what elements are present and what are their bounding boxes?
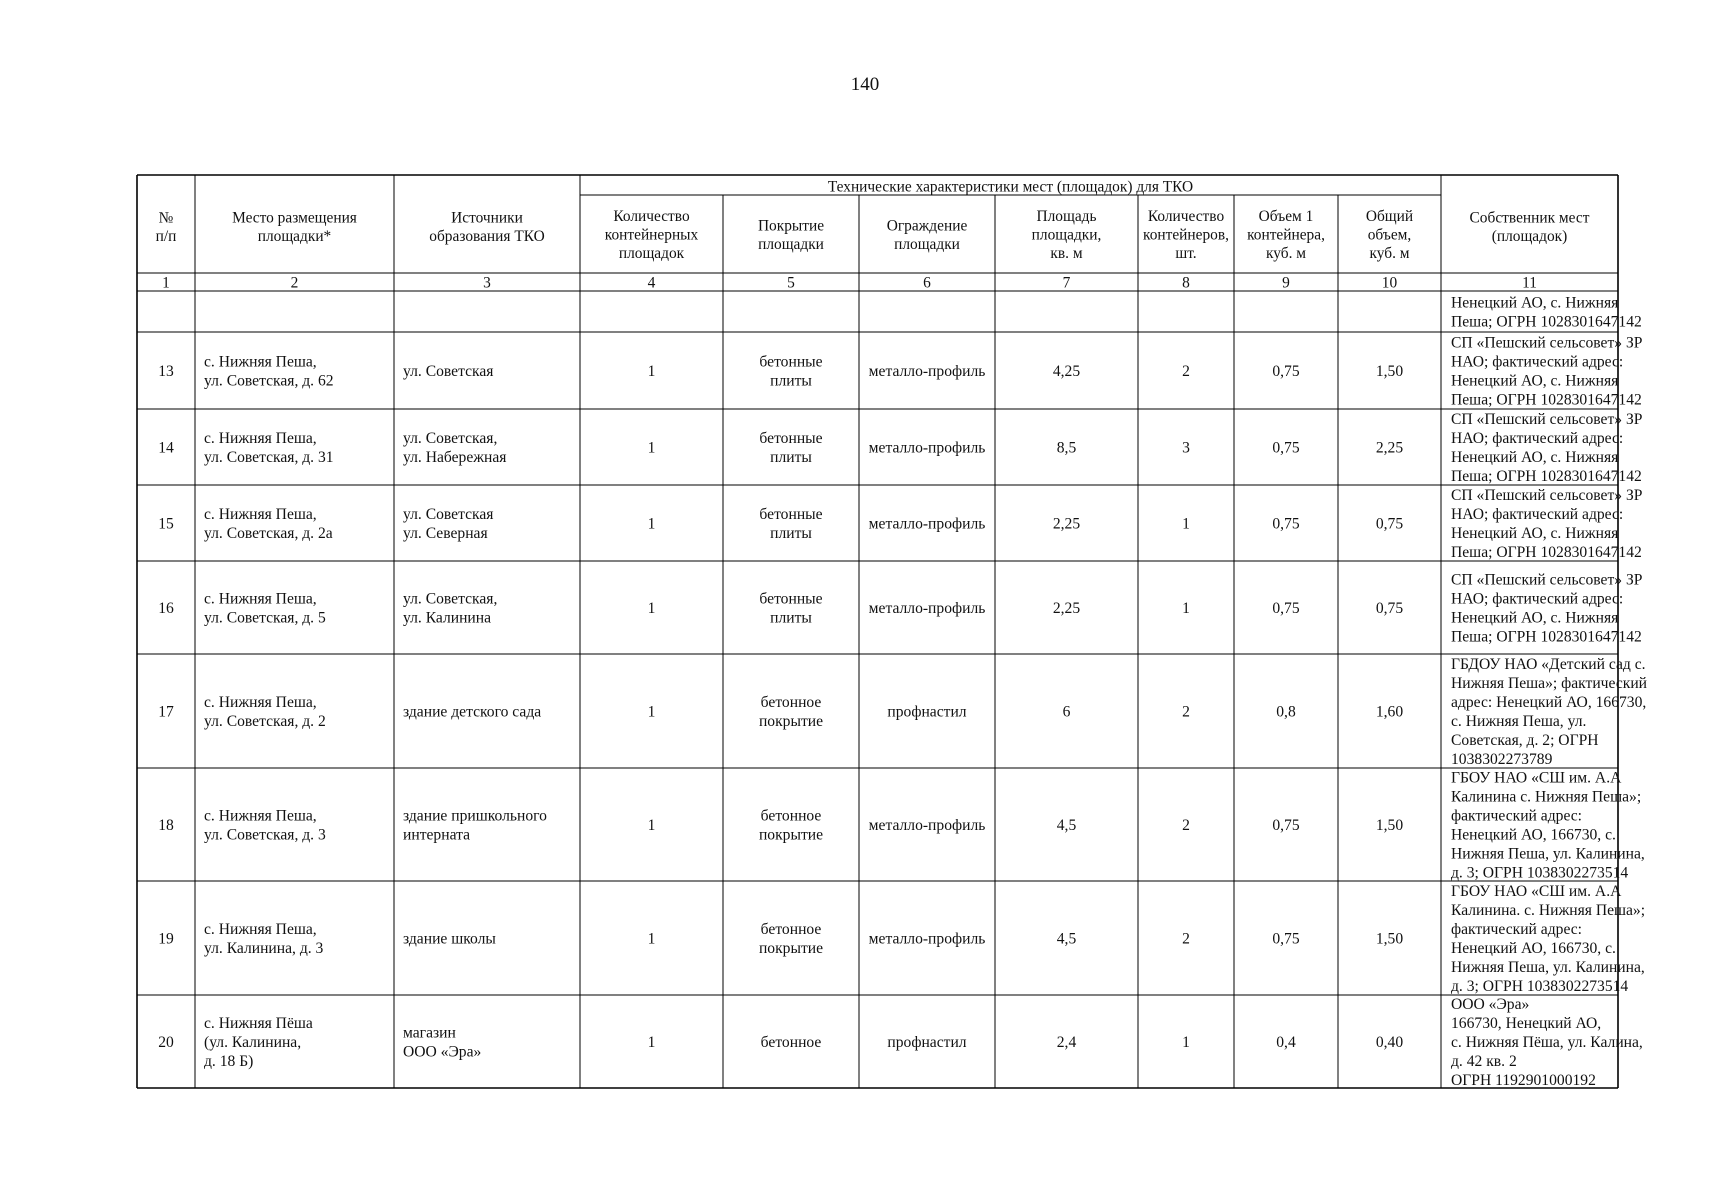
cell-text-line: бетонное <box>760 921 822 938</box>
column-header-7-line: кв. м <box>1050 245 1083 262</box>
cell-text-line: плиты <box>770 449 812 466</box>
column-header-11-line: Собственник мест <box>1469 209 1590 227</box>
cell-text-line: ул. Советская, д. 5 <box>204 609 326 627</box>
table-cell <box>158 817 174 834</box>
cell-text-line: 1 <box>647 930 656 948</box>
table-cell <box>759 921 823 957</box>
cell-text-line: 1 <box>1182 1034 1190 1051</box>
table-cell <box>1376 931 1403 948</box>
table-cell <box>1376 704 1403 721</box>
page-number: 140 <box>850 74 880 95</box>
column-number-4: 4 <box>647 274 656 292</box>
table-cell <box>1182 600 1190 617</box>
column-header-10-line: куб. м <box>1369 245 1410 262</box>
table-cell <box>648 516 656 533</box>
cell-text-line: Ненецкий АО, с. Нижняя <box>1451 525 1619 542</box>
table-cell <box>1057 440 1077 457</box>
column-header-10 <box>1366 208 1413 262</box>
column-number-9: 9 <box>1282 274 1290 292</box>
table-cell <box>1376 817 1403 834</box>
table-cell <box>158 931 174 948</box>
cell-text-line: плиты <box>770 525 812 542</box>
cell-text-line: с. Нижняя Пеша, <box>204 506 317 523</box>
table-row <box>1451 295 1642 331</box>
table-cell <box>1451 335 1643 409</box>
cell-text-line: ул. Советская, д. 2а <box>204 525 333 542</box>
cell-text-line: 166730, Ненецкий АО, <box>1451 1015 1602 1032</box>
cell-text-line: НАО; фактический адрес: <box>1451 506 1624 523</box>
table-cell <box>1063 704 1071 721</box>
data-table <box>137 175 1648 1096</box>
table-cell <box>759 808 823 844</box>
cell-text-line: 0,75 <box>1272 439 1300 457</box>
table-cell <box>1182 704 1190 721</box>
table-cell <box>1272 817 1299 834</box>
cell-text-line: 1 <box>647 363 656 380</box>
cell-text-line: 19 <box>158 930 174 948</box>
column-number-3: 3 <box>483 274 491 292</box>
table-cell <box>1451 572 1643 646</box>
cell-text-line: с. Нижняя Пеша, <box>204 921 317 938</box>
cell-text-line: Пеша; ОГРН 1028301647142 <box>1451 628 1642 646</box>
cell-text-line: 14 <box>158 439 174 457</box>
table-cell <box>204 354 334 390</box>
cell-text-line: интерната <box>403 826 471 844</box>
cell-text-line: 17 <box>158 703 174 721</box>
group-header-title <box>828 179 1193 196</box>
table-cell <box>1053 363 1080 380</box>
table-cell <box>403 931 496 948</box>
cell-text-line: 0,75 <box>1375 515 1404 533</box>
table-cell <box>1182 931 1190 948</box>
column-header-7-line: Площадь <box>1036 208 1097 225</box>
cell-text-line: Пеша; ОГРН 1028301647142 <box>1451 313 1642 331</box>
cell-text-line: ул. Советская, д. 62 <box>204 372 334 390</box>
table-cell <box>869 363 986 380</box>
column-header-8-line: шт. <box>1175 245 1197 262</box>
cell-text-line: 1 <box>647 439 656 457</box>
table-cell <box>1182 516 1190 533</box>
cell-text-line: д. 42 кв. 2 <box>1451 1053 1517 1070</box>
table-cell <box>759 354 822 390</box>
column-header-10-line: Общий <box>1365 208 1414 225</box>
table-cell <box>1451 295 1642 331</box>
cell-text-line: 15 <box>158 515 174 533</box>
table-cell <box>761 1034 822 1051</box>
table-row <box>158 656 1647 768</box>
column-header-9 <box>1247 208 1325 262</box>
cell-text-line: бетонные <box>759 430 823 447</box>
column-header-1 <box>156 209 177 245</box>
cell-text-line: 13 <box>158 363 174 380</box>
cell-text-line: бетонное <box>760 1034 822 1051</box>
table-cell <box>1182 363 1190 380</box>
cell-text-line: 0,75 <box>1272 515 1300 533</box>
table-cell <box>648 440 656 457</box>
column-number-1: 1 <box>162 274 170 292</box>
cell-text-line: (ул. Калинина, <box>204 1034 302 1051</box>
table-row <box>158 411 1643 485</box>
cell-text-line: ООО «Эра» <box>403 1043 482 1061</box>
table-cell <box>1276 704 1296 721</box>
cell-text-line: 0,75 <box>1272 363 1300 380</box>
column-header-4-line: Количество <box>613 208 690 225</box>
table-cell <box>1272 600 1299 617</box>
cell-text-line: Пеша; ОГРН 1028301647142 <box>1451 468 1642 485</box>
table-cell <box>158 1034 174 1051</box>
table-cell <box>1272 440 1299 457</box>
table-cell <box>1376 1034 1403 1051</box>
cell-text-line: ул. Набережная <box>403 449 507 466</box>
cell-text-line: Ненецкий АО, с. Нижняя <box>1451 294 1619 312</box>
cell-text-line: 8,5 <box>1056 439 1077 457</box>
table-cell <box>648 704 656 721</box>
cell-text-line: бетонные <box>759 353 823 371</box>
cell-text-line: СП «Пешский сельсовет» ЗР <box>1451 411 1643 428</box>
cell-text-line: 2 <box>1182 930 1190 948</box>
cell-text-line: фактический адрес: <box>1451 807 1583 825</box>
table-cell <box>648 1034 656 1051</box>
cell-text-line: ГБОУ НАО «СШ им. А.А <box>1451 769 1622 787</box>
table-cell <box>887 1034 966 1051</box>
table-cell <box>869 817 986 834</box>
table-row <box>158 487 1643 561</box>
table-row <box>158 335 1643 409</box>
cell-text-line: 2 <box>1182 817 1190 834</box>
cell-text-line: д. 3; ОГРН 1038302273514 <box>1451 978 1629 995</box>
cell-text-line: с. Нижняя Пеша, <box>204 694 317 711</box>
table-cell <box>1272 363 1299 380</box>
cell-text-line: 1 <box>647 515 656 533</box>
column-header-2-line: Место размещения <box>232 209 357 227</box>
column-number-5: 5 <box>787 274 795 292</box>
cell-text-line: НАО; фактический адрес: <box>1451 353 1624 371</box>
table-cell <box>1053 516 1080 533</box>
cell-text-line: 0,75 <box>1272 930 1300 948</box>
cell-text-line: ООО «Эра» <box>1451 996 1530 1013</box>
column-header-9-line: куб. м <box>1265 245 1307 262</box>
cell-text-line: металло-профиль <box>868 817 986 834</box>
column-header-8 <box>1143 208 1229 262</box>
cell-text-line: бетонное <box>760 694 822 711</box>
cell-text-line: 1,60 <box>1375 703 1404 721</box>
table-cell <box>869 440 986 457</box>
table-cell <box>759 591 822 627</box>
cell-text-line: д. 3; ОГРН 1038302273514 <box>1451 864 1629 882</box>
cell-text-line: с. Нижняя Пеша, <box>204 807 317 825</box>
table-cell <box>648 363 656 380</box>
column-header-9-line: Объем 1 <box>1258 208 1314 225</box>
cell-text-line: СП «Пешский сельсовет» ЗР <box>1451 571 1643 589</box>
cell-text-line: покрытие <box>758 826 824 844</box>
cell-text-line: с. Нижняя Пёша <box>204 1015 313 1032</box>
column-header-10-line: объем, <box>1367 226 1412 244</box>
table-cell <box>204 430 334 466</box>
table-cell <box>1376 516 1403 533</box>
table-cell <box>648 931 656 948</box>
cell-text-line: бетонные <box>759 590 823 608</box>
cell-text-line: 2 <box>1182 363 1190 380</box>
cell-text-line: Пеша; ОГРН 1028301647142 <box>1451 544 1642 561</box>
cell-text-line: металло-профиль <box>868 930 986 948</box>
table-cell <box>869 600 986 617</box>
cell-text-line: Нижняя Пеша»; фактический <box>1451 675 1648 692</box>
cell-text-line: ул. Калинина, д. 3 <box>204 940 324 957</box>
cell-text-line: СП «Пешский сельсовет» ЗР <box>1451 487 1643 504</box>
table-cell <box>1182 440 1190 457</box>
cell-text-line: 2,25 <box>1052 515 1081 533</box>
column-number-10: 10 <box>1381 274 1398 292</box>
cell-text-line: 0,4 <box>1276 1034 1296 1051</box>
cell-text-line: ГБОУ НАО «СШ им. А.А <box>1451 883 1622 900</box>
column-number-2: 2 <box>290 274 299 292</box>
table-row <box>158 770 1645 882</box>
table-cell <box>204 506 333 542</box>
column-header-8-line: контейнеров, <box>1143 226 1229 244</box>
cell-text-line: с. Нижняя Пеша, <box>204 590 317 608</box>
column-header-9-line: контейнера, <box>1247 226 1325 244</box>
table-cell <box>158 440 174 457</box>
column-header-2-line: площадки* <box>257 227 332 245</box>
cell-text-line: металло-профиль <box>868 439 986 457</box>
cell-text-line: 2,25 <box>1375 439 1404 457</box>
cell-text-line: 0,75 <box>1375 600 1404 617</box>
table-cell <box>887 704 966 721</box>
table-cell <box>403 591 497 627</box>
column-header-6-line: площадки <box>894 235 960 253</box>
column-header-2 <box>232 209 357 245</box>
cell-text-line: ул. Советская, <box>403 430 498 447</box>
cell-text-line: профнастил <box>887 1034 967 1051</box>
cell-text-line: здание пришкольного <box>403 807 547 825</box>
table-cell <box>204 1015 313 1070</box>
table-cell <box>204 921 324 957</box>
table-row <box>158 883 1645 995</box>
table-cell <box>158 516 174 533</box>
cell-text-line: ул. Советская, д. 31 <box>204 449 334 466</box>
table-cell <box>1376 440 1403 457</box>
column-header-6 <box>887 217 968 253</box>
table-cell <box>158 600 174 617</box>
table-row <box>158 996 1643 1089</box>
table-cell <box>1182 1034 1190 1051</box>
column-header-1-line: п/п <box>155 227 177 245</box>
cell-text-line: бетонное <box>760 807 822 825</box>
cell-text-line: 0,75 <box>1272 817 1300 834</box>
table-cell <box>648 817 656 834</box>
column-number-8: 8 <box>1182 274 1190 292</box>
cell-text-line: 18 <box>158 817 174 834</box>
column-header-4-line: площадок <box>618 245 685 262</box>
cell-text-line: Ненецкий АО, с. Нижняя <box>1451 449 1619 466</box>
cell-text-line: Калинина. с. Нижняя Пеша»; <box>1451 902 1646 919</box>
cell-text-line: 4,25 <box>1052 363 1081 380</box>
cell-text-line: 2 <box>1182 703 1190 721</box>
table-cell <box>1057 931 1077 948</box>
cell-text-line: СП «Пешский сельсовет» ЗР <box>1451 334 1643 352</box>
column-header-11 <box>1470 209 1590 245</box>
cell-text-line: НАО; фактический адрес: <box>1451 430 1624 447</box>
cell-text-line: ул. Северная <box>403 525 488 542</box>
cell-text-line: ГБДОУ НАО «Детский сад с. <box>1451 656 1646 673</box>
cell-text-line: с. Нижняя Пеша, <box>204 353 317 371</box>
cell-text-line: Нижняя Пеша, ул. Калинина, <box>1451 845 1645 863</box>
table-cell <box>204 808 326 844</box>
cell-text-line: 20 <box>158 1034 174 1051</box>
cell-text-line: 4,5 <box>1056 930 1077 948</box>
cell-text-line: здание детского сада <box>403 703 542 721</box>
cell-text-line: покрытие <box>758 713 824 730</box>
column-header-5-line: площадки <box>758 235 824 253</box>
table-cell <box>759 506 822 542</box>
column-number-7: 7 <box>1062 274 1071 292</box>
cell-text-line: 0,8 <box>1276 703 1296 721</box>
cell-text-line: Пеша; ОГРН 1028301647142 <box>1451 391 1642 409</box>
cell-text-line: 0,75 <box>1272 600 1300 617</box>
column-header-7-line: площадки, <box>1031 226 1102 244</box>
cell-text-line: 1 <box>647 600 656 617</box>
cell-text-line: ул. Советская, <box>403 590 498 608</box>
cell-text-line: Ненецкий АО, с. Нижняя <box>1451 372 1619 390</box>
cell-text-line: Ненецкий АО, 166730, с. <box>1451 940 1616 957</box>
cell-text-line: Нижняя Пеша, ул. Калинина, <box>1451 959 1645 976</box>
table-cell <box>759 694 823 730</box>
cell-text-line: бетонные <box>759 506 823 523</box>
cell-text-line: ул. Советская <box>403 363 494 380</box>
cell-text-line: металло-профиль <box>868 600 986 617</box>
table-cell <box>1276 1034 1296 1051</box>
cell-text-line: 1 <box>647 817 656 834</box>
column-header-4-line: контейнерных <box>604 226 699 244</box>
cell-text-line: 4,5 <box>1056 817 1077 834</box>
table-cell <box>1376 600 1403 617</box>
table-cell <box>648 600 656 617</box>
column-number-11: 11 <box>1522 274 1537 292</box>
cell-text-line: магазин <box>403 1024 456 1042</box>
table-cell <box>1057 817 1077 834</box>
column-header-3-line: Источники <box>451 209 523 227</box>
table-cell <box>403 704 541 721</box>
cell-text-line: 1,50 <box>1375 363 1404 380</box>
cell-text-line: 0,40 <box>1375 1034 1404 1051</box>
cell-text-line: 1038302273789 <box>1451 751 1553 768</box>
cell-text-line: 16 <box>158 600 174 617</box>
table-cell <box>1272 516 1299 533</box>
cell-text-line: 6 <box>1062 703 1071 721</box>
column-header-3-line: образования ТКО <box>429 227 545 245</box>
cell-text-line: фактический адрес: <box>1451 921 1583 938</box>
cell-text-line: профнастил <box>887 703 967 721</box>
cell-text-line: д. 18 Б) <box>204 1053 254 1070</box>
table-cell <box>869 516 986 533</box>
cell-text-line: с. Нижняя Пеша, ул. <box>1451 713 1587 730</box>
table-cell <box>1376 363 1403 380</box>
cell-text-line: 1 <box>1182 515 1190 533</box>
table-cell <box>1272 931 1299 948</box>
table-cell <box>403 430 506 466</box>
column-header-6-line: Ограждение <box>886 217 968 235</box>
cell-text-line: ул. Калинина <box>403 609 492 627</box>
cell-text-line: 1 <box>647 1034 656 1051</box>
cell-text-line: 2,4 <box>1056 1034 1077 1051</box>
column-number-6: 6 <box>923 274 931 292</box>
cell-text-line: 1,50 <box>1375 817 1404 834</box>
column-header-5-line: Покрытие <box>757 217 825 235</box>
column-header-7 <box>1032 208 1102 262</box>
column-header-5 <box>758 217 824 253</box>
cell-text-line: 3 <box>1182 439 1190 457</box>
cell-text-line: ОГРН 1192901000192 <box>1451 1072 1596 1089</box>
cell-text-line: металло-профиль <box>868 363 986 380</box>
cell-text-line: НАО; фактический адрес: <box>1451 590 1624 608</box>
table-cell <box>403 1025 481 1061</box>
table-cell <box>403 808 547 844</box>
cell-text-line: 1 <box>647 703 656 721</box>
table-cell <box>1451 770 1645 882</box>
table-cell <box>1053 600 1080 617</box>
table-cell <box>1451 996 1643 1089</box>
table-cell <box>1451 487 1643 561</box>
cell-text-line: ул. Советская, д. 2 <box>204 713 326 730</box>
table-cell <box>1057 1034 1077 1051</box>
table-cell <box>158 363 174 380</box>
table-cell <box>204 591 326 627</box>
cell-text-line: адрес: Ненецкий АО, 166730, <box>1451 694 1647 711</box>
cell-text-line: ул. Советская <box>403 506 494 523</box>
table-cell <box>1451 883 1645 995</box>
group-header-title-line: Технические характеристики мест (площадок) для ТКО <box>827 178 1194 196</box>
cell-text-line: Ненецкий АО, 166730, с. <box>1451 826 1616 844</box>
cell-text-line: с. Нижняя Пёша, ул. Калина, <box>1451 1034 1643 1051</box>
column-header-1-line: № <box>158 209 174 227</box>
table-cell <box>158 704 174 721</box>
column-header-11-line: (площадок) <box>1491 227 1568 245</box>
table-cell <box>403 506 493 542</box>
table-cell <box>1451 411 1643 485</box>
table-cell <box>1182 817 1190 834</box>
cell-text-line: покрытие <box>758 940 824 957</box>
cell-text-line: Калинина с. Нижняя Пеша»; <box>1451 788 1642 806</box>
cell-text-line: металло-профиль <box>868 515 986 533</box>
cell-text-line: ул. Советская, д. 3 <box>204 826 326 844</box>
cell-text-line: 1,50 <box>1375 930 1404 948</box>
table-cell <box>759 430 822 466</box>
table-row <box>158 572 1643 646</box>
cell-text-line: здание школы <box>403 930 496 948</box>
table-cell <box>204 694 326 730</box>
cell-text-line: 2,25 <box>1052 600 1081 617</box>
column-header-8-line: Количество <box>1147 208 1225 225</box>
cell-text-line: с. Нижняя Пеша, <box>204 430 317 447</box>
column-header-4 <box>605 208 699 262</box>
column-header-3 <box>429 209 544 245</box>
cell-text-line: 1 <box>1182 600 1190 617</box>
table-cell <box>403 363 493 380</box>
cell-text-line: Ненецкий АО, с. Нижняя <box>1451 609 1619 627</box>
table-cell <box>869 931 986 948</box>
cell-text-line: Советская, д. 2; ОГРН <box>1451 732 1599 749</box>
cell-text-line: плиты <box>770 372 812 390</box>
cell-text-line: плиты <box>770 609 812 627</box>
